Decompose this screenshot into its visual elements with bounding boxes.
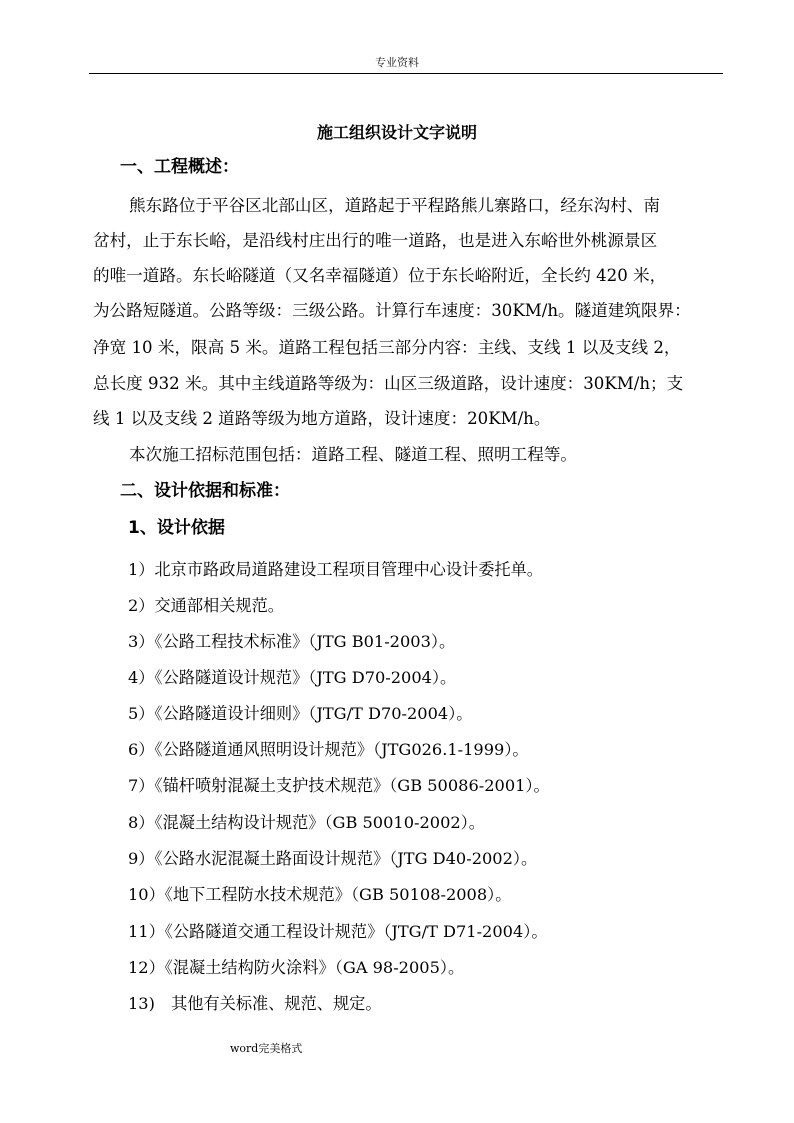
list-item: 9）《公路水泥混凝土路面设计规范》（JTG D40-2002）。 xyxy=(128,849,538,868)
header-divider xyxy=(89,73,723,74)
list-item: 4）《公路隧道设计规范》（JTG D70-2004）。 xyxy=(128,668,457,687)
list-item: 1）北京市路政局道路建设工程项目管理中心设计委托单。 xyxy=(128,560,543,579)
paragraph-line: 净宽 10 米，限高 5 米。道路工程包括三部分内容：主线、支线 1 以及支线 2， xyxy=(93,338,681,357)
section-heading-overview: 一、工程概述： xyxy=(120,157,239,177)
list-item: 6）《公路隧道通风照明设计规范》（JTG026.1-1999）。 xyxy=(128,740,529,759)
list-item: 12）《混凝土结构防火涂料》（GA 98-2005）。 xyxy=(128,958,465,977)
paragraph-line: 岔村，止于东长峪，是沿线村庄出行的唯一道路，也是进入东峪世外桃源景区 xyxy=(93,231,658,250)
page-header: 专业资料 xyxy=(375,56,419,69)
list-item: 5）《公路隧道设计细则》（JTG/T D70-2004）。 xyxy=(128,704,473,723)
paragraph-line: 总长度 932 米。其中主线道路等级为：山区三级道路，设计速度：30KM/h；支 xyxy=(93,374,684,393)
page-footer: word完美格式 xyxy=(230,1042,303,1055)
paragraph-line: 熊东路位于平谷区北部山区，道路起于平程路熊儿寨路口，经东沟村、南 xyxy=(129,196,660,215)
list-item: 13) 其他有关标准、规范、规定。 xyxy=(128,994,382,1013)
list-item: 11）《公路隧道交通工程设计规范》（JTG/T D71-2004）。 xyxy=(128,922,548,941)
list-item: 7）《锚杆喷射混凝土支护技术规范》（GB 50086-2001）。 xyxy=(128,776,550,795)
list-item: 3）《公路工程技术标准》（JTG B01-2003）。 xyxy=(128,632,456,651)
document-title: 施工组织设计文字说明 xyxy=(316,123,477,142)
paragraph-line: 线 1 以及支线 2 道路等级为地方道路，设计速度：20KM/h。 xyxy=(93,409,551,428)
section-heading-design-basis: 二、设计依据和标准： xyxy=(120,481,290,501)
list-item: 10）《地下工程防水技术规范》（GB 50108-2008）。 xyxy=(128,885,512,904)
list-item: 2）交通部相关规范。 xyxy=(128,596,284,615)
scope-paragraph: 本次施工招标范围包括：道路工程、隧道工程、照明工程等。 xyxy=(129,445,578,464)
paragraph-line: 的唯一道路。东长峪隧道（又名幸福隧道）位于东长峪附近，全长约 420 米， xyxy=(93,266,667,285)
paragraph-line: 为公路短隧道。公路等级：三级公路。计算行车速度：30KM/h。隧道建筑限界： xyxy=(93,301,691,320)
list-item: 8）《混凝土结构设计规范》（GB 50010-2002）。 xyxy=(128,813,485,832)
subsection-heading-design-basis: 1、设计依据 xyxy=(128,518,225,538)
